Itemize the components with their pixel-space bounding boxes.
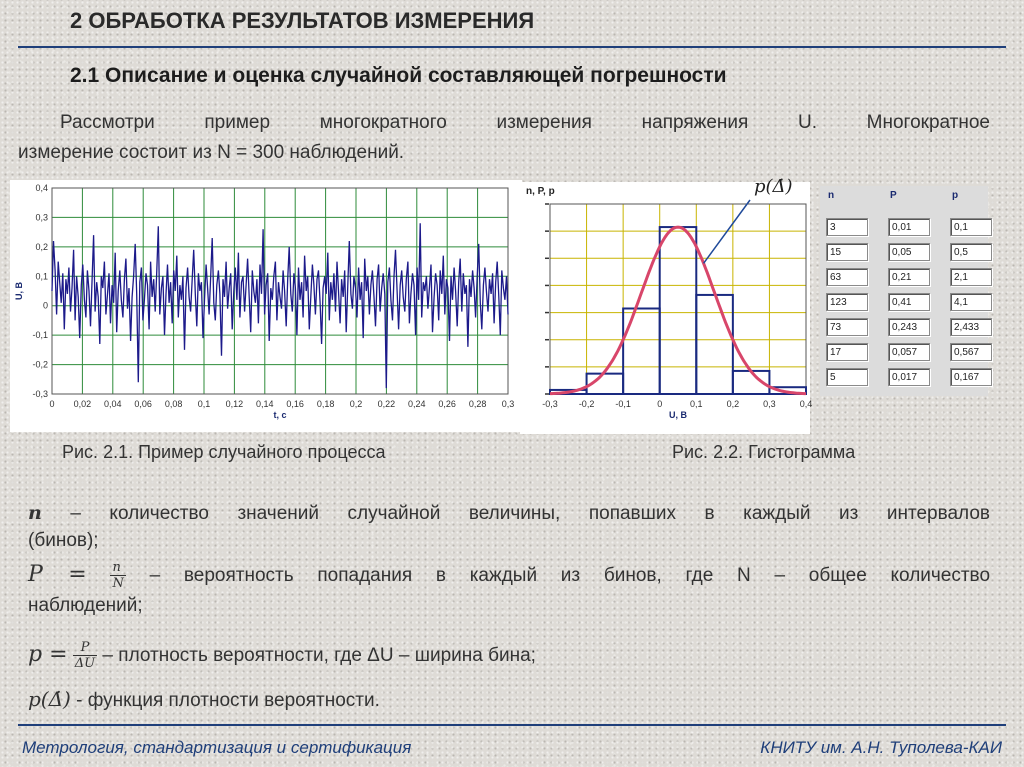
chart1-x-tick-label: 0,18 <box>316 399 335 409</box>
chart1-x-tick-label: 0,22 <box>377 399 396 409</box>
fraction-n-over-N <box>110 560 125 591</box>
definition-n-text2: (бинов); <box>28 530 99 551</box>
chart1-x-axis-label: t, c <box>273 410 287 420</box>
footer-course: Метрология, стандартизация и сертификация <box>22 738 412 757</box>
table-cell: 0,5 <box>950 243 992 261</box>
footer-university: КНИТУ им. А.Н. Туполева-КАИ <box>760 738 1002 757</box>
chart1-x-tick-label: 0,24 <box>408 399 426 409</box>
values-table <box>820 186 988 396</box>
chart2-x-tick-label: 0,1 <box>690 399 703 409</box>
intro-line-2: измерение состоит из N = 300 наблюдений. <box>18 142 405 163</box>
table-cell: 2,1 <box>950 268 992 286</box>
symbol-p-delta: p(Δ̇) <box>28 687 71 711</box>
table-cell: 4,1 <box>950 293 992 311</box>
definition-p-text: – плотность вероятности, где ΔU – ширина бина; <box>97 645 536 666</box>
chart1-x-tick-label: 0,16 <box>286 399 304 409</box>
symbol-P: P = <box>28 562 87 587</box>
definition-n-text: – количество значений случайной величины, попавших в каждый из интервалов <box>41 503 990 524</box>
figure1-caption: Рис. 2.1. Пример случайного процесса <box>62 442 386 462</box>
symbol-p: p = <box>28 642 68 667</box>
definition-p <box>28 640 990 671</box>
chart1-x-tick-label: 0,06 <box>134 399 152 409</box>
histogram-chart <box>518 172 818 434</box>
table-cell: 0,21 <box>888 268 930 286</box>
chart2-y-axis-label: n, P, p <box>526 186 555 197</box>
definition-density-text: - функция плотности вероятности. <box>70 690 380 711</box>
chart1-y-tick-label: 0,4 <box>35 183 48 193</box>
page-title: 2 ОБРАБОТКА РЕЗУЛЬТАТОВ ИЗМЕРЕНИЯ <box>70 8 535 33</box>
table-cell: 0,243 <box>888 318 930 336</box>
table-cell: 0,1 <box>950 218 992 236</box>
chart1-x-tick-label: 0,28 <box>468 399 487 409</box>
definition-n <box>28 500 990 554</box>
table-cell: 5 <box>826 368 868 386</box>
fraction-numerator: n <box>110 560 125 576</box>
chart1-x-tick-label: 0,14 <box>256 399 274 409</box>
fraction-denominator: N <box>112 576 124 592</box>
table-cell: 0,01 <box>888 218 930 236</box>
table-cell: 63 <box>826 268 868 286</box>
chart1-y-tick-label: 0,2 <box>35 241 48 252</box>
chart1-x-tick-label: 0,1 <box>197 399 211 409</box>
table-cell: 0,05 <box>888 243 930 261</box>
chart2-x-tick-label: -0,1 <box>615 399 631 409</box>
table-cell: 0,567 <box>950 343 992 361</box>
figure2-caption: Рис. 2.2. Гистограмма <box>672 442 856 462</box>
chart1-y-axis-label: U, B <box>14 282 24 300</box>
table-column-header: P <box>890 190 897 201</box>
chart2-x-tick-label: 0,4 <box>799 399 813 409</box>
chart1-x-tick-label: 0,02 <box>73 399 92 409</box>
chart2-x-tick-label: -0,2 <box>578 399 595 409</box>
fraction-P-over-dU <box>73 640 97 671</box>
section-subtitle: 2.1 Описание и оценка случайной составляющей погрешности <box>70 64 727 87</box>
chart2-x-tick-label: 0,3 <box>763 399 776 409</box>
chart2-x-tick-label: 0,2 <box>726 399 740 409</box>
random-process-chart <box>10 180 522 432</box>
table-cell: 123 <box>826 293 868 311</box>
table-cell: 3 <box>826 218 868 236</box>
table-column-header: p <box>952 190 959 201</box>
footer-divider <box>18 724 1006 726</box>
chart1-x-tick-label: 0,04 <box>104 399 122 409</box>
chart1-y-tick-label: -0,2 <box>32 359 48 370</box>
symbol-n: n <box>28 502 42 524</box>
table-cell: 17 <box>826 343 868 361</box>
chart1-x-tick-label: 0,12 <box>225 399 244 409</box>
table-cell: 0,167 <box>950 368 992 386</box>
title-divider <box>18 46 1006 48</box>
chart1-x-tick-label: 0,2 <box>349 399 363 409</box>
chart1-y-tick-label: -0,3 <box>32 389 48 399</box>
chart1-y-tick-label: 0 <box>42 300 48 311</box>
chart1-x-tick-label: 0 <box>49 399 55 409</box>
intro-paragraph <box>18 108 990 168</box>
chart1-y-tick-label: 0,1 <box>35 271 48 282</box>
definition-P <box>28 560 990 621</box>
definition-P-text: – вероятность попадания в каждый из бинов, где N – общее количество <box>125 565 991 586</box>
chart1-x-tick-label: 0,26 <box>438 399 456 409</box>
chart2-background <box>520 182 810 434</box>
intro-line-1: Рассмотри пример многократного измерения напряжения U. Многократное <box>60 112 990 133</box>
definition-P-text2: наблюдений; <box>28 595 143 617</box>
table-cell: 0,057 <box>888 343 930 361</box>
chart1-y-tick-label: -0,1 <box>32 330 48 341</box>
chart2-x-axis-label: U, B <box>669 410 687 420</box>
fraction-denominator: ΔU <box>74 656 96 672</box>
curve-label: p(Δ̇) <box>754 176 793 197</box>
chart1-y-tick-label: 0,3 <box>35 212 48 223</box>
table-cell: 0,41 <box>888 293 930 311</box>
chart2-x-tick-label: -0,3 <box>542 399 558 409</box>
table-cell: 2,433 <box>950 318 992 336</box>
fraction-numerator: P <box>73 640 97 656</box>
table-cell: 0,017 <box>888 368 930 386</box>
chart1-x-tick-label: 0,3 <box>501 399 515 409</box>
chart2-x-tick-label: 0 <box>657 399 663 409</box>
table-column-header: n <box>828 190 835 201</box>
definition-density <box>28 684 990 716</box>
table-cell: 15 <box>826 243 868 261</box>
table-cell: 73 <box>826 318 868 336</box>
chart1-x-tick-label: 0,08 <box>164 399 183 409</box>
